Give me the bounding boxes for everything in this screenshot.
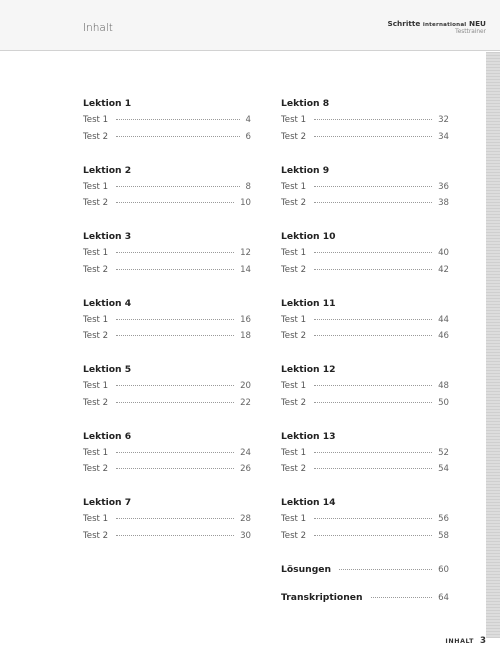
page-number: 8 <box>245 181 251 192</box>
toc-entry[interactable] <box>83 528 251 545</box>
dot-leader <box>314 269 432 270</box>
toc-entry[interactable] <box>83 378 251 395</box>
page-number: 58 <box>438 530 449 541</box>
dot-leader <box>314 518 432 519</box>
dot-leader <box>116 202 234 203</box>
toc-entry[interactable] <box>281 445 449 462</box>
lektion-title[interactable]: Lektion 1 <box>83 98 132 109</box>
page-number: 4 <box>245 115 251 125</box>
toc-entry[interactable] <box>83 262 251 279</box>
entry-label: Transkriptionen <box>281 591 363 603</box>
page-edge-strip <box>486 52 500 638</box>
entry-label: Test 2 <box>281 331 307 341</box>
entry-label: Test 2 <box>281 464 307 474</box>
page-number: 12 <box>240 248 251 258</box>
entry-label: Test 1 <box>281 115 307 125</box>
toc-entry[interactable] <box>83 511 251 528</box>
lektion-title[interactable]: Lektion 12 <box>281 364 336 375</box>
dot-leader <box>314 385 432 386</box>
dot-leader <box>314 319 432 320</box>
entry-label: Test 1 <box>281 248 307 258</box>
page-number: 24 <box>240 447 251 458</box>
dot-leader <box>116 452 234 453</box>
lektion-title[interactable]: Lektion 10 <box>281 231 336 242</box>
toc-section <box>281 429 449 478</box>
entry-label: Test 2 <box>281 131 307 142</box>
dot-leader <box>116 119 239 120</box>
toc-section <box>281 362 449 411</box>
dot-leader <box>116 252 234 253</box>
dot-leader <box>314 468 432 469</box>
page-number: 16 <box>240 314 251 325</box>
dot-leader <box>116 335 234 336</box>
toc-entry[interactable] <box>281 129 449 146</box>
entry-label: Test 1 <box>281 447 307 458</box>
toc-entry[interactable] <box>83 461 251 478</box>
page-number: 30 <box>240 530 251 541</box>
page-number: 40 <box>438 248 449 258</box>
entry-label: Test 2 <box>83 198 109 208</box>
page-header <box>0 0 500 51</box>
footer-page-number: 3 <box>480 636 486 646</box>
dot-leader <box>116 136 239 137</box>
dot-leader <box>116 269 234 270</box>
dot-leader <box>116 385 234 386</box>
toc-right-column <box>281 96 449 618</box>
entry-label: Test 2 <box>83 530 109 541</box>
lektion-title[interactable]: Lektion 8 <box>281 98 330 109</box>
toc-entry[interactable] <box>281 511 449 528</box>
brand-end: NEU <box>468 19 486 28</box>
toc-entry[interactable] <box>83 445 251 462</box>
page-number: 52 <box>438 447 449 458</box>
lektion-title[interactable]: Lektion 2 <box>83 164 132 176</box>
entry-label: Test 1 <box>281 314 307 325</box>
page-number: 38 <box>438 198 449 208</box>
entry-label: Test 2 <box>83 464 109 474</box>
dot-leader <box>314 335 432 336</box>
toc-section <box>281 163 449 212</box>
dot-leader <box>314 452 432 453</box>
page-number: 18 <box>240 331 251 341</box>
entry-label: Test 1 <box>83 248 109 258</box>
page-number: 32 <box>438 115 449 125</box>
brand-subtitle: Testtrainer <box>455 29 486 35</box>
toc-entry[interactable] <box>83 328 251 345</box>
entry-label: Test 1 <box>281 181 307 192</box>
toc-entry[interactable] <box>281 528 449 545</box>
lektion-title[interactable]: Lektion 9 <box>281 164 330 176</box>
entry-label: Test 1 <box>281 381 307 391</box>
toc-section <box>83 96 251 145</box>
entry-label: Test 1 <box>83 181 109 192</box>
dot-leader <box>339 569 432 570</box>
dot-leader <box>116 518 234 519</box>
page-number: 46 <box>438 331 449 341</box>
dot-leader <box>314 535 432 536</box>
toc-section <box>281 229 449 278</box>
lektion-title[interactable]: Lektion 14 <box>281 497 336 508</box>
page-number: 26 <box>240 464 251 474</box>
dot-leader <box>314 186 432 187</box>
brand-logo <box>387 19 486 35</box>
dot-leader <box>371 597 433 598</box>
page-number: 34 <box>438 131 449 142</box>
dot-leader <box>116 468 234 469</box>
toc-section <box>83 362 251 411</box>
brand-title <box>387 19 486 28</box>
entry-label: Test 1 <box>83 447 109 458</box>
toc-section <box>281 495 449 544</box>
toc-section <box>83 163 251 212</box>
toc-entry[interactable] <box>83 179 251 196</box>
dot-leader <box>314 202 432 203</box>
entry-label: Lösungen <box>281 563 332 575</box>
lektion-title[interactable]: Lektion 13 <box>281 430 336 442</box>
toc-entry[interactable] <box>281 195 449 212</box>
toc-entry[interactable] <box>83 112 251 129</box>
entry-label: Test 1 <box>83 381 109 391</box>
toc-entry[interactable] <box>281 179 449 196</box>
page-number: 14 <box>240 264 251 275</box>
page-number: 6 <box>245 131 251 142</box>
page-number: 22 <box>240 397 251 408</box>
entry-label: Test 1 <box>83 514 109 524</box>
page-number: 60 <box>438 564 449 575</box>
entry-label: Test 2 <box>83 264 109 275</box>
lektion-title[interactable]: Lektion 4 <box>83 297 132 309</box>
toc-section <box>281 296 449 345</box>
page-number: 54 <box>438 464 449 474</box>
brand-main: Schritte <box>387 19 421 28</box>
page-footer <box>445 636 486 646</box>
toc-entry[interactable] <box>281 395 449 412</box>
toc-entry-transkriptionen[interactable] <box>281 590 449 607</box>
toc-entry[interactable] <box>281 328 449 345</box>
entry-label: Test 1 <box>281 514 307 524</box>
lektion-title[interactable]: Lektion 5 <box>83 364 132 375</box>
entry-label: Test 1 <box>83 314 109 325</box>
page-number: 44 <box>438 314 449 325</box>
toc-entry[interactable] <box>281 378 449 395</box>
toc-entry[interactable] <box>83 195 251 212</box>
lektion-title[interactable]: Lektion 7 <box>83 497 132 508</box>
page-number: 28 <box>240 514 251 524</box>
page-number: 64 <box>438 592 449 603</box>
entry-label: Test 2 <box>281 530 307 541</box>
toc-section <box>83 296 251 345</box>
dot-leader <box>314 119 432 120</box>
toc-entry[interactable] <box>83 312 251 329</box>
dot-leader <box>116 319 234 320</box>
toc-section <box>83 429 251 478</box>
lektion-title[interactable]: Lektion 11 <box>281 297 336 309</box>
page-number: 36 <box>438 181 449 192</box>
entry-label: Test 2 <box>281 198 307 208</box>
toc-entry[interactable] <box>281 461 449 478</box>
entry-label: Test 2 <box>281 397 307 408</box>
toc-section <box>83 495 251 544</box>
lektion-title[interactable]: Lektion 3 <box>83 231 132 242</box>
page-title: Inhalt <box>83 22 113 34</box>
toc-entry[interactable] <box>83 245 251 262</box>
page-number: 42 <box>438 264 449 275</box>
toc-entry[interactable] <box>281 245 449 262</box>
entry-label: Test 2 <box>83 131 109 142</box>
footer-section-label: INHALT <box>445 638 475 645</box>
toc-section <box>281 96 449 145</box>
page-number: 10 <box>240 198 251 208</box>
toc-section <box>83 229 251 278</box>
lektion-title[interactable]: Lektion 6 <box>83 430 132 442</box>
entry-label: Test 2 <box>83 331 109 341</box>
dot-leader <box>116 535 234 536</box>
toc-entry[interactable] <box>281 312 449 329</box>
page-number: 50 <box>438 397 449 408</box>
dot-leader <box>116 186 239 187</box>
page-number: 48 <box>438 381 449 391</box>
dot-leader <box>314 136 432 137</box>
toc-entry[interactable] <box>281 112 449 129</box>
entry-label: Test 2 <box>83 397 109 408</box>
page-number: 20 <box>240 381 251 391</box>
page-number: 56 <box>438 514 449 524</box>
entry-label: Test 2 <box>281 264 307 275</box>
brand-mid: international <box>422 22 467 28</box>
toc-entry[interactable] <box>83 129 251 146</box>
entry-label: Test 1 <box>83 115 109 125</box>
dot-leader <box>116 402 234 403</box>
toc-entry-loesungen[interactable] <box>281 562 449 579</box>
dot-leader <box>314 402 432 403</box>
dot-leader <box>314 252 432 253</box>
toc-entry[interactable] <box>281 262 449 279</box>
toc-entry[interactable] <box>83 395 251 412</box>
toc-left-column <box>83 96 251 562</box>
